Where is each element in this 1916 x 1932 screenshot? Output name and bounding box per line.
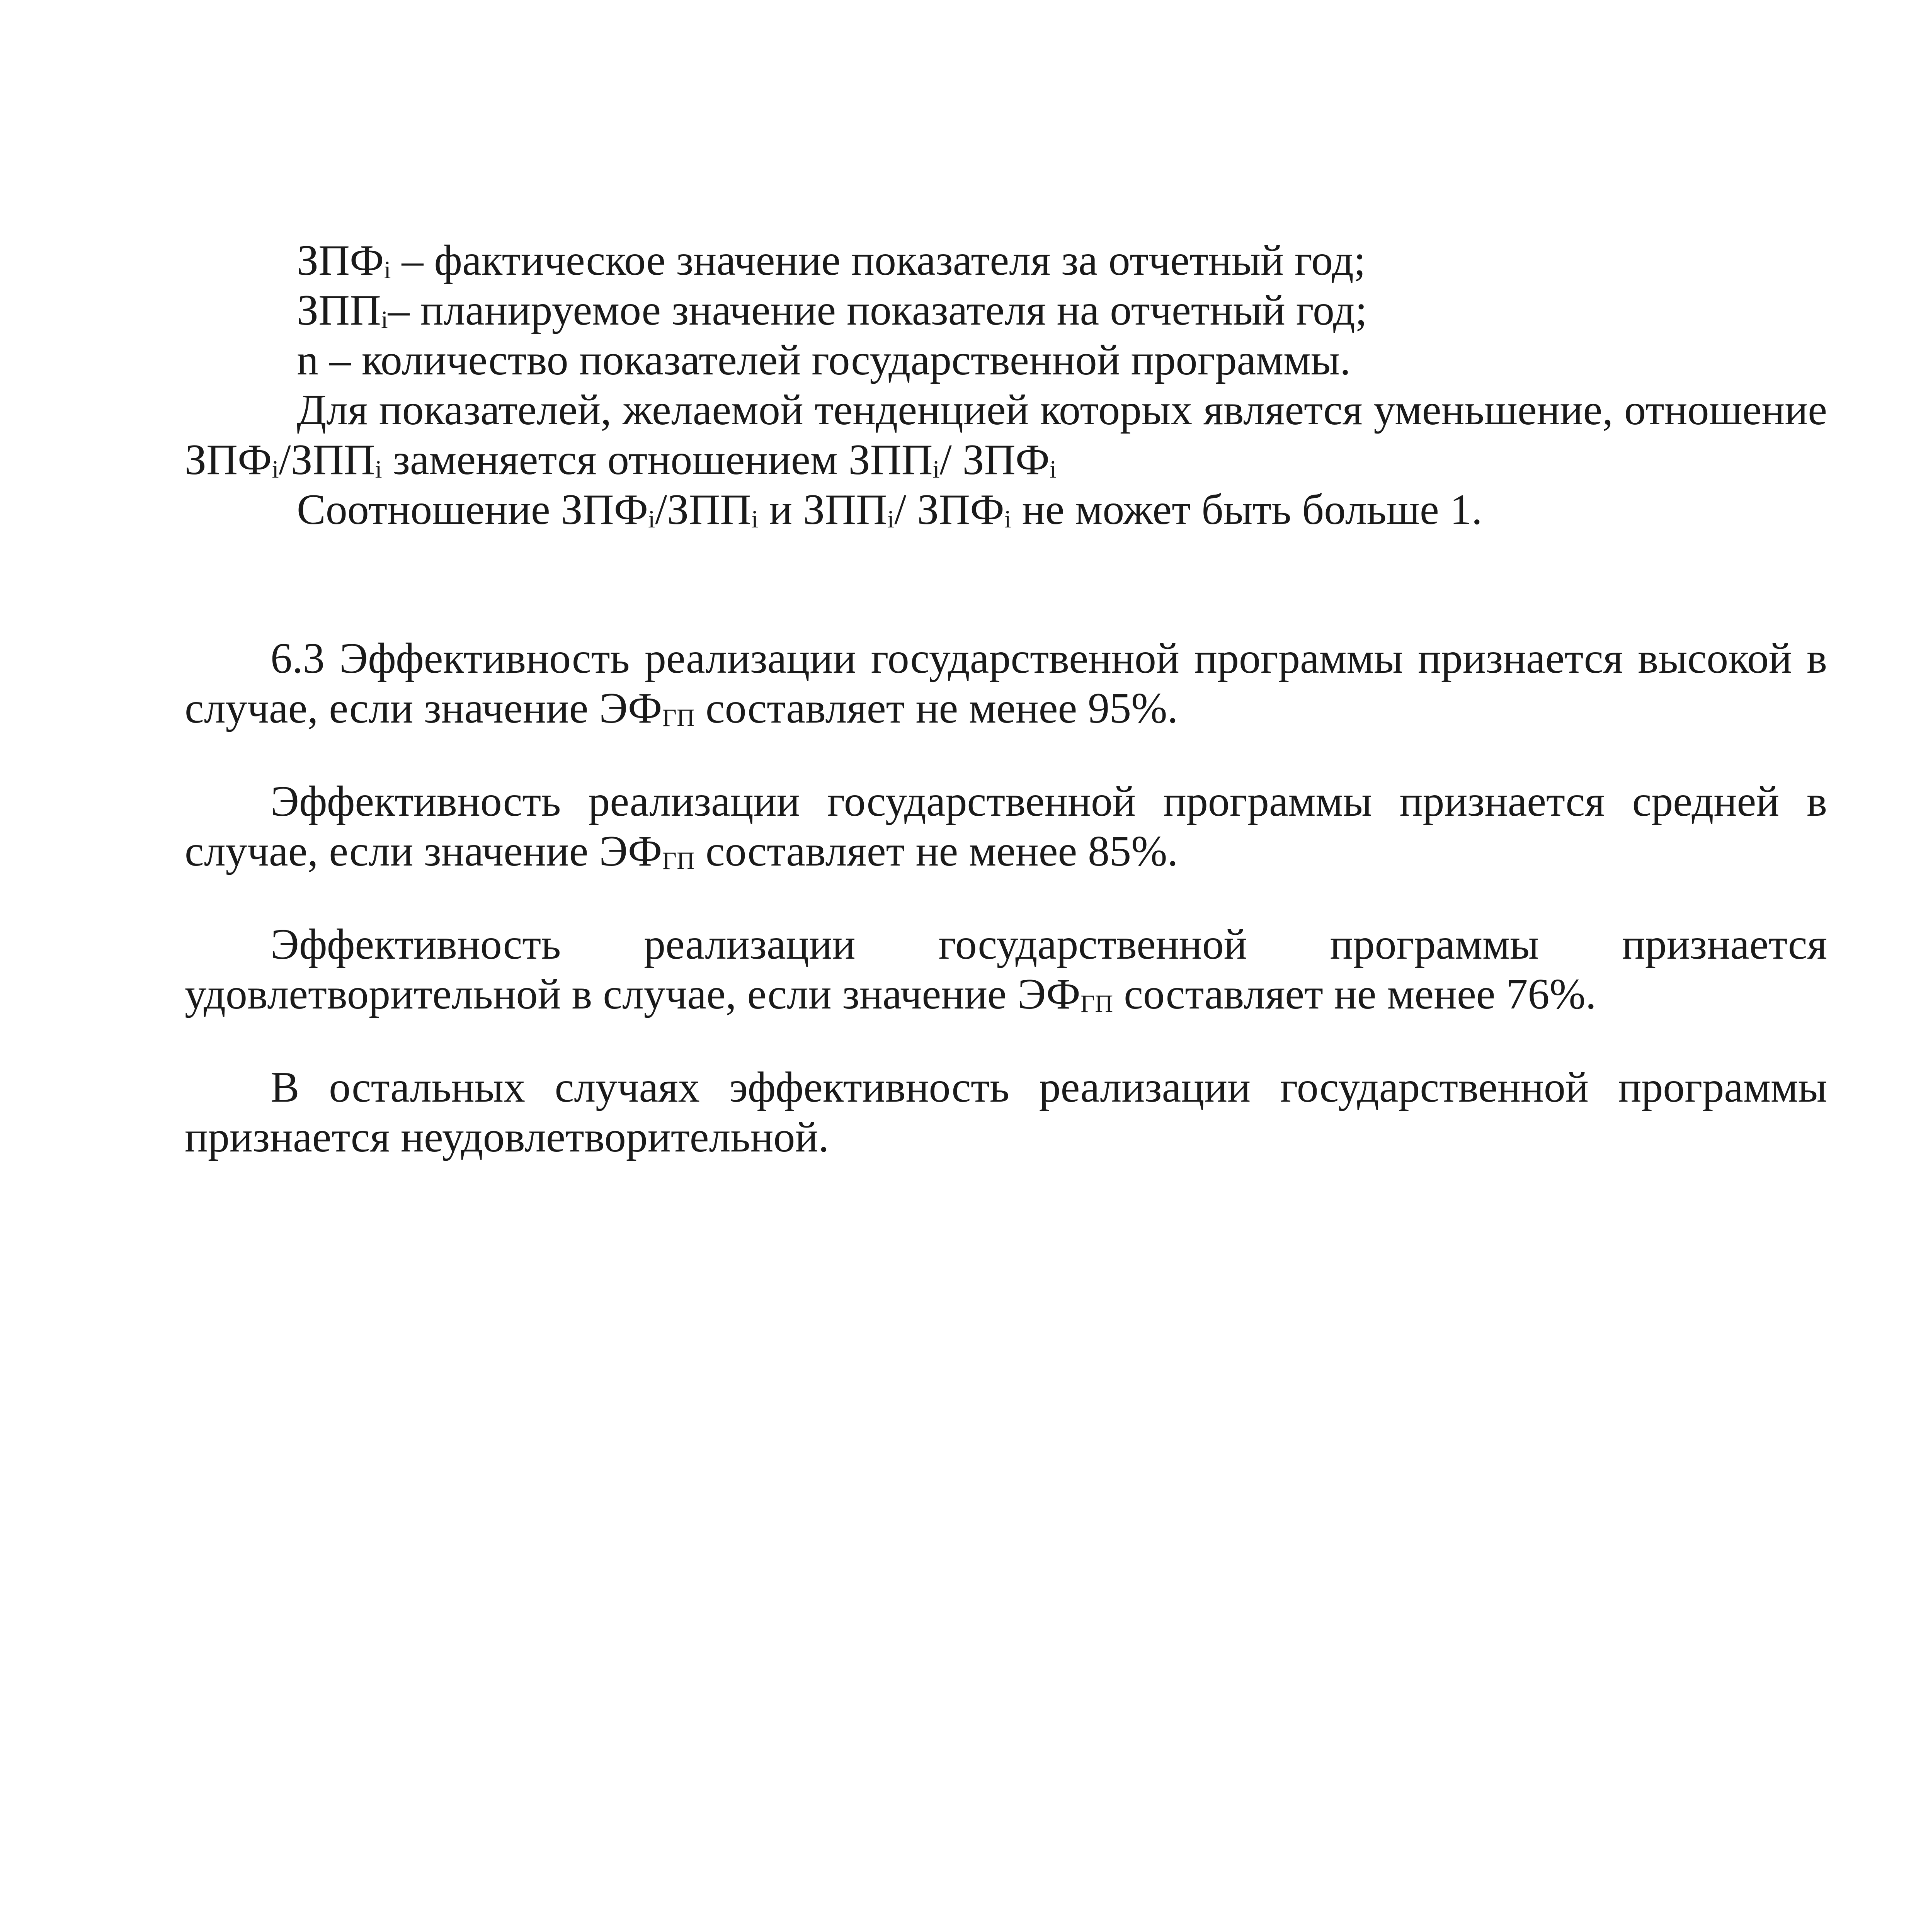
definition-plan-value: $ЗПП_i-$ планируемое значение показателя на отчетный год; <box>297 286 1367 334</box>
criterion-unsatisfactory: В остальных случаях эффективность реализации государственной программы признается неудовлетворительной. <box>185 1063 1827 1161</box>
ratio-limit-rule: Соотношение $ЗПФ_i/ЗПП_i$ и $ЗПП_i/$ $ЗПФ_i$ не может быть больше 1. <box>297 486 1482 534</box>
criterion-high: 6.3 Эффективность реализации государственной программы признается высокой в случае, если значение $ЭФ_{ГП}$ составляет не менее 95%. <box>185 634 1827 732</box>
definition-fact-value: $ЗПФ_i$ – фактическое значение показателя за отчетный год; <box>297 236 1366 284</box>
criterion-satisfactory: Эффективность реализации государственной программы признается удовлетворительной в случае, если значение $ЭФ_{ГП}$ составляет не менее 76%. <box>185 920 1827 1018</box>
inverse-ratio-rule: Для показателей, желаемой тенденцией которых является уменьшение, отношение $ЗПФ_i/ЗПП_i$ заменяется отношением $ЗПП_i/$ $ЗПФ_i$ <box>185 386 1827 484</box>
criterion-medium: Эффективность реализации государственной программы признается средней в случае, если значение $ЭФ_{ГП}$ составляет не менее 85%. <box>185 777 1827 875</box>
efficiency-criteria-section <box>185 634 1827 1162</box>
definitions-section <box>185 236 1827 535</box>
definition-indicator-count: n – количество показателей государственной программы. <box>297 336 1351 384</box>
